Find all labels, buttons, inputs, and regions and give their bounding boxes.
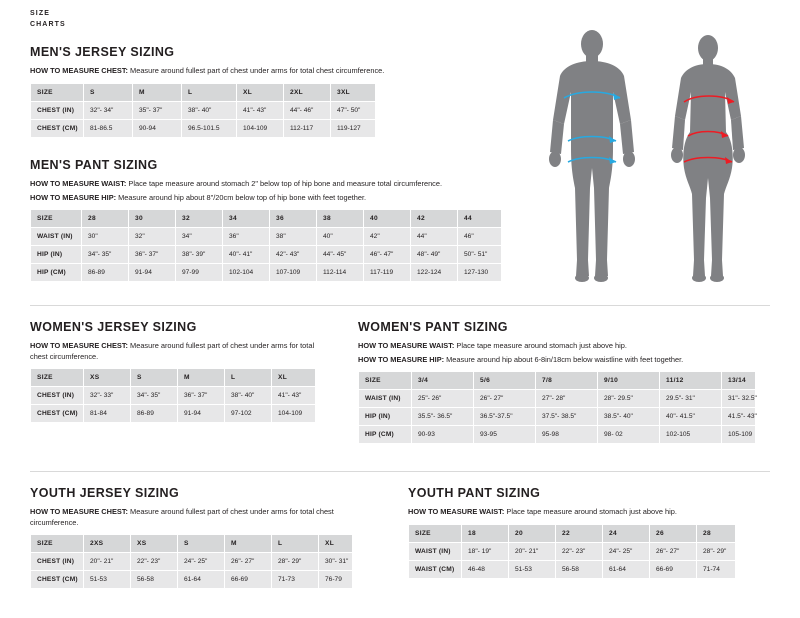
cell: 61-64 [178, 571, 225, 589]
col-header: 3/4 [412, 372, 474, 390]
row-label: HIP (IN) [359, 408, 412, 426]
table-mens-jersey [30, 83, 376, 138]
section-mens-jersey-sizing [30, 45, 550, 138]
row-label: WAIST (IN) [31, 228, 82, 246]
col-header: 11/12 [660, 372, 722, 390]
cell: 26"- 27" [225, 553, 272, 571]
cell: 122-124 [411, 264, 458, 282]
col-header: 26 [650, 524, 697, 542]
cell: 42"- 43" [270, 246, 317, 264]
row-label: CHEST (IN) [31, 387, 84, 405]
col-header: S [84, 83, 133, 101]
cell: 38" [270, 228, 317, 246]
table-header-row [359, 372, 756, 390]
table-row [31, 553, 353, 571]
col-header: M [178, 369, 225, 387]
section-womens-jersey-sizing [30, 320, 330, 423]
howto-label: HOW TO MEASURE CHEST: [30, 507, 128, 516]
cell: 40"- 41.5" [660, 408, 722, 426]
table-row [31, 571, 353, 589]
col-header: 22 [556, 524, 603, 542]
page-title-line2: CHARTS [30, 21, 66, 28]
cell: 32"- 33" [84, 387, 131, 405]
section-title: YOUTH PANT SIZING [408, 486, 541, 500]
howto-label: HOW TO MEASURE CHEST: [30, 66, 128, 75]
cell: 31"- 32.5" [722, 390, 756, 408]
col-header: 28 [697, 524, 736, 542]
cell: 86-89 [82, 264, 129, 282]
row-label: HIP (CM) [359, 426, 412, 444]
col-header: XL [272, 369, 316, 387]
howto-measure-hip [358, 355, 778, 366]
section-title: WOMEN'S JERSEY SIZING [30, 320, 197, 334]
col-header: 38 [317, 210, 364, 228]
cell: 30" [82, 228, 129, 246]
table-mens-pant [30, 209, 502, 282]
howto-measure-waist [408, 507, 748, 518]
table-womens-jersey [30, 368, 316, 423]
col-header: SIZE [359, 372, 412, 390]
howto-measure-chest [30, 341, 330, 362]
cell: 36"- 37" [129, 246, 176, 264]
row-label: CHEST (CM) [31, 571, 84, 589]
row-label: CHEST (IN) [31, 553, 84, 571]
col-header: XS [131, 535, 178, 553]
cell: 22"- 23" [556, 542, 603, 560]
cell: 38"- 40" [182, 101, 237, 119]
cell: 38"- 39" [176, 246, 223, 264]
cell: 42" [364, 228, 411, 246]
cell: 48"- 49" [411, 246, 458, 264]
col-header: SIZE [31, 83, 84, 101]
col-header: 24 [603, 524, 650, 542]
col-header: SIZE [409, 524, 462, 542]
howto-label: HOW TO MEASURE WAIST: [408, 507, 505, 516]
table-row [359, 426, 756, 444]
cell: 93-95 [474, 426, 536, 444]
col-header: 18 [462, 524, 509, 542]
body-diagrams [520, 28, 780, 290]
cell: 40"- 41" [223, 246, 270, 264]
female-body-diagram [671, 35, 745, 282]
cell: 102-104 [223, 264, 270, 282]
howto-label: HOW TO MEASURE HIP: [30, 192, 117, 202]
howto-text: Measure around fullest part of chest under arms for total chest circumference. [30, 507, 334, 527]
col-header: L [225, 369, 272, 387]
col-header: 34 [223, 210, 270, 228]
cell: 36.5"-37.5" [474, 408, 536, 426]
cell: 35"- 37" [133, 101, 182, 119]
howto-label: HOW TO MEASURE WAIST: [30, 179, 127, 188]
cell: 26"- 27" [650, 542, 697, 560]
howto-text: Measure around hip about 6-8in/18cm below waistline with feet together. [444, 354, 684, 364]
howto-text: Measure around fullest part of chest under arms for total chest circumference. [128, 66, 385, 75]
table-row [31, 264, 502, 282]
col-header: 13/14 [722, 372, 756, 390]
col-header: XL [319, 535, 353, 553]
cell: 50"- 51" [458, 246, 502, 264]
cell: 86-89 [131, 405, 178, 423]
cell: 66-69 [225, 571, 272, 589]
cell: 36" [223, 228, 270, 246]
cell: 34"- 35" [131, 387, 178, 405]
section-mens-pant-sizing [30, 158, 550, 282]
cell: 104-109 [237, 119, 284, 137]
section-womens-pant-sizing [358, 320, 778, 444]
cell: 32"- 34" [84, 101, 133, 119]
cell: 32" [129, 228, 176, 246]
cell: 20"- 21" [509, 542, 556, 560]
cell: 117-119 [364, 264, 411, 282]
section-title: MEN'S JERSEY SIZING [30, 45, 175, 59]
cell: 66-69 [650, 560, 697, 578]
table-header-row [31, 210, 502, 228]
howto-measure-chest [30, 507, 360, 528]
cell: 26"- 27" [474, 390, 536, 408]
male-body-diagram [549, 30, 635, 282]
col-header: 30 [129, 210, 176, 228]
cell: 56-58 [131, 571, 178, 589]
section-youth-pant-sizing [408, 486, 748, 579]
page-title [30, 8, 66, 30]
col-header: M [133, 83, 182, 101]
table-row [31, 387, 316, 405]
cell: 28"- 29" [697, 542, 736, 560]
col-header: 2XL [284, 83, 331, 101]
cell: 46-48 [462, 560, 509, 578]
table-row [359, 390, 756, 408]
cell: 35.5"- 36.5" [412, 408, 474, 426]
cell: 37.5"- 38.5" [536, 408, 598, 426]
cell: 105-109 [722, 426, 756, 444]
table-womens-pant [358, 371, 756, 444]
col-header: S [178, 535, 225, 553]
col-header: 2XS [84, 535, 131, 553]
cell: 119-127 [331, 119, 376, 137]
howto-text: Place tape measure around stomach just above hip. [504, 507, 677, 516]
table-row [31, 405, 316, 423]
row-label: CHEST (CM) [31, 405, 84, 423]
cell: 46" [458, 228, 502, 246]
row-label: WAIST (IN) [409, 542, 462, 560]
cell: 127-130 [458, 264, 502, 282]
table-header-row [409, 524, 736, 542]
cell: 46"- 47" [364, 246, 411, 264]
cell: 40" [317, 228, 364, 246]
col-header: SIZE [31, 210, 82, 228]
table-row [31, 228, 502, 246]
cell: 56-58 [556, 560, 603, 578]
col-header: 9/10 [598, 372, 660, 390]
cell: 34"- 35" [82, 246, 129, 264]
cell: 25"- 26" [412, 390, 474, 408]
cell: 98- 02 [598, 426, 660, 444]
cell: 95-98 [536, 426, 598, 444]
col-header: XL [237, 83, 284, 101]
howto-text: Measure around fullest part of chest under arms for total chest circumference. [30, 341, 315, 361]
cell: 24"- 25" [178, 553, 225, 571]
cell: 30"- 31" [319, 553, 353, 571]
howto-label: HOW TO MEASURE HIP: [358, 354, 445, 364]
cell: 90-93 [412, 426, 474, 444]
howto-label: HOW TO MEASURE WAIST: [358, 341, 455, 350]
col-header: M [225, 535, 272, 553]
table-youth-pant [408, 524, 736, 579]
cell: 97-99 [176, 264, 223, 282]
col-header: 7/8 [536, 372, 598, 390]
cell: 22"- 23" [131, 553, 178, 571]
cell: 51-53 [84, 571, 131, 589]
cell: 44"- 46" [284, 101, 331, 119]
cell: 34" [176, 228, 223, 246]
cell: 76-79 [319, 571, 353, 589]
cell: 91-94 [178, 405, 225, 423]
cell: 29.5"- 31" [660, 390, 722, 408]
cell: 97-102 [225, 405, 272, 423]
howto-text: Place tape measure around stomach just above hip. [454, 341, 627, 350]
table-row [409, 560, 736, 578]
table-row [359, 408, 756, 426]
cell: 38.5"- 40" [598, 408, 660, 426]
cell: 112-114 [317, 264, 364, 282]
col-header: 5/6 [474, 372, 536, 390]
col-header: 28 [82, 210, 129, 228]
col-header: SIZE [31, 535, 84, 553]
howto-measure-chest [30, 66, 550, 77]
cell: 104-109 [272, 405, 316, 423]
col-header: 3XL [331, 83, 376, 101]
howto-text: Place tape measure around stomach 2" below top of hip bone and measure total circumference. [126, 179, 443, 188]
table-row [31, 119, 376, 137]
table-row [31, 101, 376, 119]
cell: 91-94 [129, 264, 176, 282]
row-label: WAIST (IN) [359, 390, 412, 408]
table-row [409, 542, 736, 560]
col-header: L [272, 535, 319, 553]
howto-measure-waist [358, 341, 778, 352]
cell: 18"- 19" [462, 542, 509, 560]
section-title: WOMEN'S PANT SIZING [358, 320, 508, 334]
howto-text: Measure around hip about 8"/20cm below top of hip bone with feet together. [116, 192, 367, 202]
howto-measure-waist [30, 179, 550, 190]
cell: 41.5"- 43" [722, 408, 756, 426]
cell: 102-105 [660, 426, 722, 444]
howto-label: HOW TO MEASURE CHEST: [30, 341, 128, 350]
table-header-row [31, 83, 376, 101]
section-divider [30, 471, 770, 472]
col-header: 44 [458, 210, 502, 228]
cell: 36"- 37" [178, 387, 225, 405]
cell: 47"- 50" [331, 101, 376, 119]
cell: 24"- 25" [603, 542, 650, 560]
col-header: SIZE [31, 369, 84, 387]
col-header: 32 [176, 210, 223, 228]
cell: 61-64 [603, 560, 650, 578]
row-label: HIP (CM) [31, 264, 82, 282]
measurement-figures-svg [520, 28, 780, 290]
row-label: CHEST (CM) [31, 119, 84, 137]
cell: 44" [411, 228, 458, 246]
cell: 81-84 [84, 405, 131, 423]
table-youth-jersey [30, 534, 353, 589]
cell: 51-53 [509, 560, 556, 578]
cell: 28"- 29" [272, 553, 319, 571]
col-header: L [182, 83, 237, 101]
cell: 28"- 29.5" [598, 390, 660, 408]
row-label: HIP (IN) [31, 246, 82, 264]
cell: 27"- 28" [536, 390, 598, 408]
table-row [31, 246, 502, 264]
col-header: 36 [270, 210, 317, 228]
cell: 41"- 43" [237, 101, 284, 119]
cell: 81-86.5 [84, 119, 133, 137]
col-header: 40 [364, 210, 411, 228]
cell: 90-94 [133, 119, 182, 137]
section-title: YOUTH JERSEY SIZING [30, 486, 180, 500]
cell: 38"- 40" [225, 387, 272, 405]
section-divider [30, 305, 770, 306]
col-header: S [131, 369, 178, 387]
table-header-row [31, 535, 353, 553]
table-header-row [31, 369, 316, 387]
cell: 71-73 [272, 571, 319, 589]
cell: 71-74 [697, 560, 736, 578]
cell: 20"- 21" [84, 553, 131, 571]
section-title: MEN'S PANT SIZING [30, 158, 158, 172]
page-title-line1: SIZE [30, 10, 50, 17]
cell: 112-117 [284, 119, 331, 137]
section-youth-jersey-sizing [30, 486, 360, 589]
cell: 96.5-101.5 [182, 119, 237, 137]
cell: 41"- 43" [272, 387, 316, 405]
row-label: WAIST (CM) [409, 560, 462, 578]
cell: 44"- 45" [317, 246, 364, 264]
row-label: CHEST (IN) [31, 101, 84, 119]
col-header: 20 [509, 524, 556, 542]
col-header: XS [84, 369, 131, 387]
howto-measure-hip [30, 193, 550, 204]
cell: 107-109 [270, 264, 317, 282]
col-header: 42 [411, 210, 458, 228]
